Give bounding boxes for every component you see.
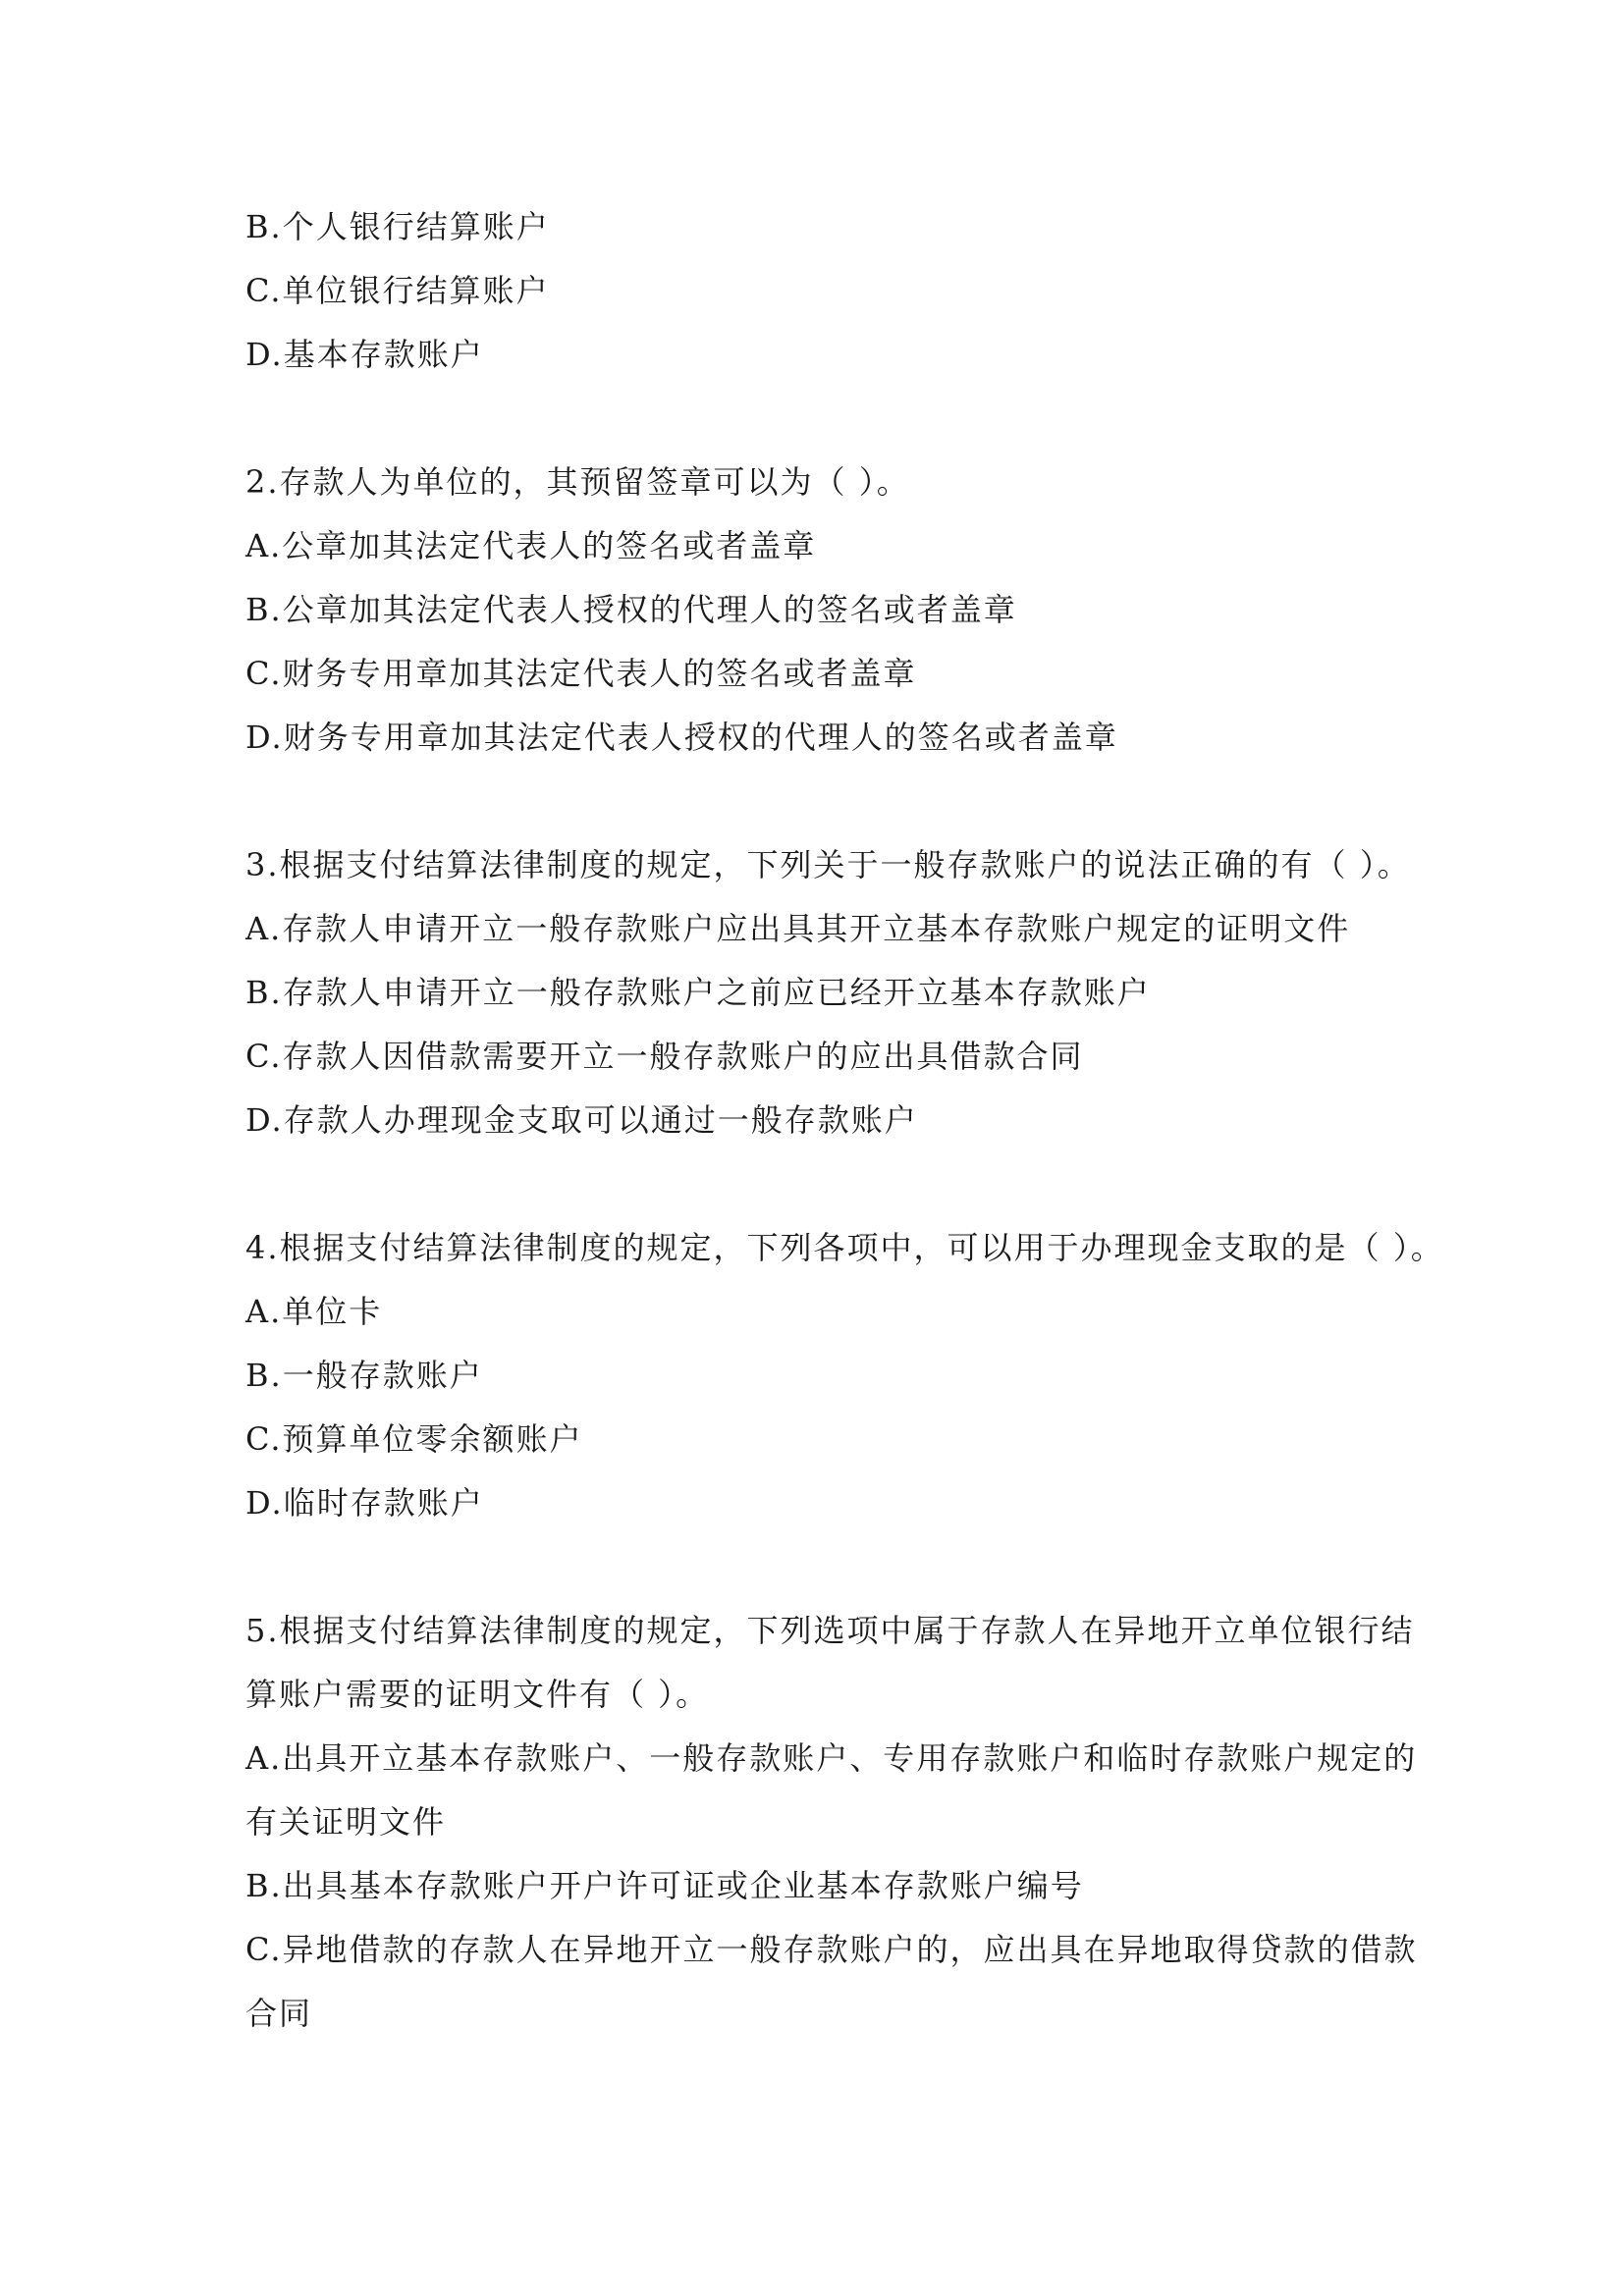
q5-option-c-line1: C.异地借款的存款人在异地开立一般存款账户的，应出具在异地取得贷款的借款: [245, 1931, 1418, 1968]
q2-stem: 2.存款人为单位的，其预留签章可以为（ ）。: [245, 463, 910, 501]
q3-option-a: A.存款人申请开立一般存款账户应出具其开立基本存款账户规定的证明文件: [245, 910, 1351, 947]
q5-option-a-line1: A.出具开立基本存款账户、一般存款账户、专用存款账户和临时存款账户规定的: [245, 1739, 1418, 1777]
q5-option-b: B.出具基本存款账户开户许可证或企业基本存款账户编号: [245, 1867, 1084, 1904]
q2-option-b: B.公章加其法定代表人授权的代理人的签名或者盖章: [245, 591, 1017, 628]
q3-option-b: B.存款人申请开立一般存款账户之前应已经开立基本存款账户: [245, 974, 1151, 1011]
q4-option-d: D.临时存款账户: [245, 1484, 484, 1522]
q1-option-d: D.基本存款账户: [245, 336, 484, 373]
q1-option-c: C.单位银行结算账户: [245, 272, 550, 309]
q4-option-b: B.一般存款账户: [245, 1357, 483, 1394]
q5-stem-line2: 算账户需要的证明文件有（ ）。: [245, 1676, 710, 1713]
q2-option-c: C.财务专用章加其法定代表人的签名或者盖章: [245, 655, 917, 692]
q2-option-a: A.公章加其法定代表人的签名或者盖章: [245, 527, 817, 564]
q1-option-b: B.个人银行结算账户: [245, 208, 550, 245]
q5-stem-line1: 5.根据支付结算法律制度的规定，下列选项中属于存款人在异地开立单位银行结: [245, 1612, 1415, 1649]
q3-stem: 3.根据支付结算法律制度的规定，下列关于一般存款账户的说法正确的有（ ）。: [245, 846, 1411, 883]
q2-option-d: D.财务专用章加其法定代表人授权的代理人的签名或者盖章: [245, 719, 1118, 756]
q3-option-c: C.存款人因借款需要开立一般存款账户的应出具借款合同: [245, 1038, 1084, 1075]
q4-stem: 4.根据支付结算法律制度的规定，下列各项中，可以用于办理现金支取的是（ ）。: [245, 1229, 1444, 1266]
q5-option-a-line2: 有关证明文件: [245, 1803, 447, 1841]
q3-option-d: D.存款人办理现金支取可以通过一般存款账户: [245, 1101, 918, 1139]
q4-option-c: C.预算单位零余额账户: [245, 1420, 583, 1458]
q5-option-c-line2: 合同: [245, 1995, 313, 2032]
q4-option-a: A.单位卡: [245, 1293, 383, 1330]
